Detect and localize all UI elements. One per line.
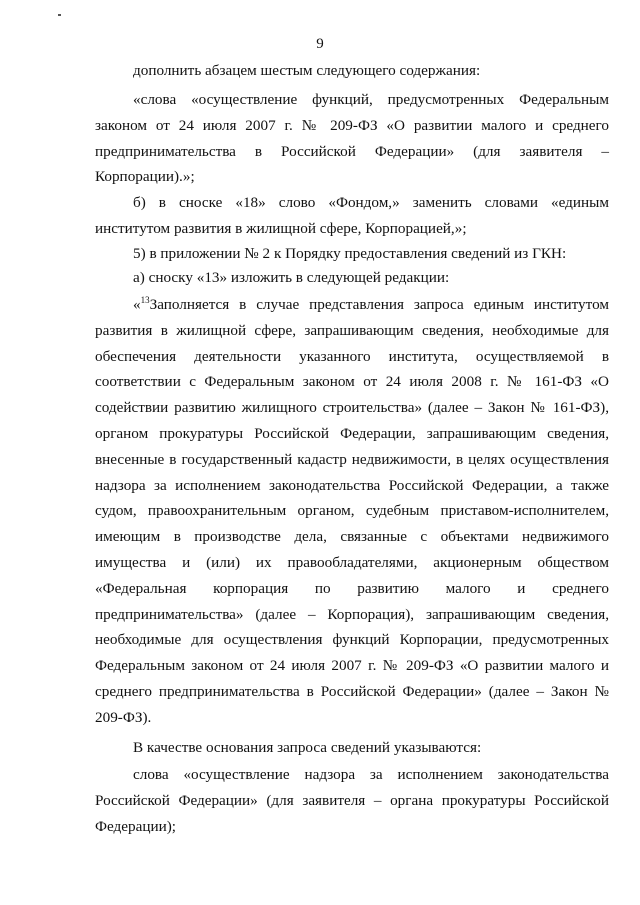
paragraph-3: б) в сноске «18» слово «Фондом,» заменить словами «единым институтом развития в жилищной сфере, Корпорацией,»;	[95, 194, 609, 237]
paragraph-4: 5) в приложении № 2 к Порядку предоставления сведений из ГКН:	[133, 245, 567, 262]
opening-quote: «	[133, 296, 141, 313]
footnote-number: 13	[140, 295, 150, 305]
paragraph-6	[95, 292, 609, 731]
paragraph-5: а) сноску «13» изложить в следующей редакции:	[133, 269, 450, 286]
paragraph-8: слова «осуществление надзора за исполнением законодательства Российской Федерации» (для заявителя – органа прокуратуры Российской Федерации);	[95, 766, 609, 835]
paragraph-2: «слова «осуществление функций, предусмотренных Федеральным законом от 24 июля 2007 г. № 209-ФЗ «О развитии малого и среднего предпринимательства в Российской Федерации» (для заявителя – Корпорации).»;	[95, 91, 609, 186]
paragraph-7: В качестве основания запроса сведений указываются:	[133, 739, 482, 756]
paragraph-6-text: Заполняется в случае представления запроса единым институтом развития в жилищной сфере, запрашивающим сведения, необходимые для обеспечения деятельности указанного института, осуществляемой в соответствии с Федеральным законом от 24 июля 2008 г. № 161-ФЗ «О содействии развитию жилищного строительства» (далее – Закон № 161-ФЗ), органом прокуратуры Российской Федерации, запрашивающим сведения, внесенные в государственный кадастр недвижимости, в целях осуществления надзора за исполнением законодательства Российской Федерации, а также судом, правоохранительным органом, судебным приставом-исполнителем, имеющим в производстве дела, связанные с объектами недвижимого имущества и (или) их правообладателями, акционерным обществом «Федеральная корпорация по развитию малого и среднего предпринимательства» (далее – Корпорация), запрашивающим сведения, необходимые для осуществления функций Корпорации, предусмотренных Федеральным законом от 24 июля 2007 г. № 209-ФЗ «О развитии малого и среднего предпринимательства в Российской Федерации» (далее – Закон № 209-ФЗ).	[95, 296, 609, 726]
paragraph-1: дополнить абзацем шестым следующего содержания:	[133, 62, 481, 79]
scan-mark	[58, 14, 61, 16]
page-number: 9	[316, 36, 324, 52]
